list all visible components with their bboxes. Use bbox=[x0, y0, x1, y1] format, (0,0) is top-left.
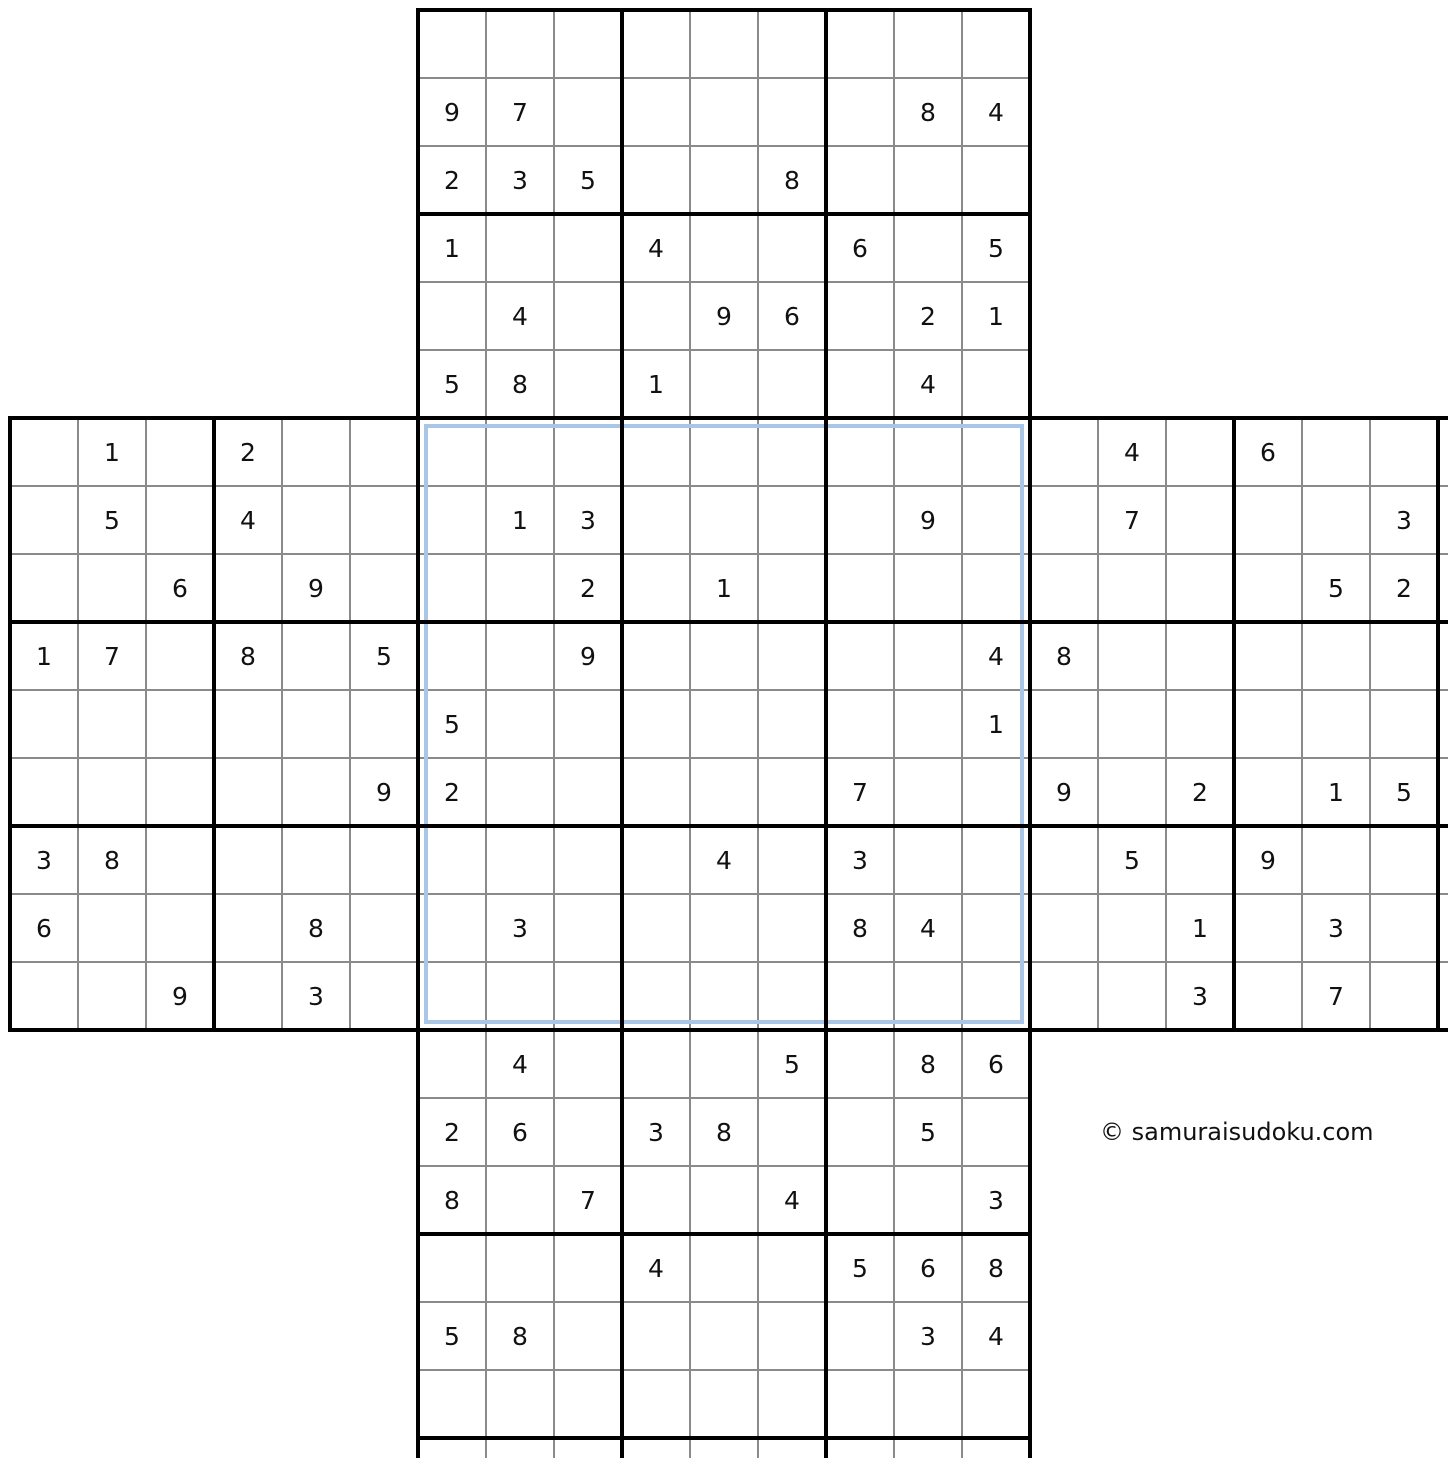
given-digit-cell: 5 bbox=[784, 1049, 800, 1079]
empty-cell[interactable] bbox=[894, 826, 962, 894]
empty-cell[interactable] bbox=[758, 690, 826, 758]
empty-cell[interactable] bbox=[758, 1302, 826, 1370]
empty-cell[interactable] bbox=[826, 78, 894, 146]
empty-cell[interactable] bbox=[622, 826, 690, 894]
empty-cell[interactable] bbox=[486, 962, 554, 1030]
empty-cell[interactable] bbox=[1166, 622, 1234, 690]
given-digit-cell: 8 bbox=[104, 845, 120, 875]
empty-cell[interactable] bbox=[826, 622, 894, 690]
given-digit-cell: 4 bbox=[1124, 437, 1140, 467]
empty-cell[interactable] bbox=[554, 1370, 622, 1438]
given-digit-cell: 3 bbox=[580, 505, 596, 535]
empty-cell[interactable] bbox=[350, 418, 418, 486]
empty-cell[interactable] bbox=[758, 78, 826, 146]
empty-cell[interactable] bbox=[214, 554, 282, 622]
empty-cell[interactable] bbox=[962, 350, 1030, 418]
empty-cell[interactable] bbox=[690, 1166, 758, 1234]
given-digit-cell: 2 bbox=[240, 437, 256, 467]
empty-cell[interactable] bbox=[146, 894, 214, 962]
given-digit-cell: 7 bbox=[512, 97, 528, 127]
given-digit-cell: 8 bbox=[240, 641, 256, 671]
empty-cell[interactable] bbox=[1098, 758, 1166, 826]
given-digit-cell: 7 bbox=[1328, 981, 1344, 1011]
empty-cell[interactable] bbox=[214, 894, 282, 962]
empty-cell[interactable] bbox=[690, 214, 758, 282]
given-digit-cell: 5 bbox=[1396, 777, 1412, 807]
empty-cell[interactable] bbox=[894, 146, 962, 214]
given-digit-cell: 8 bbox=[852, 913, 868, 943]
given-digit-cell: 3 bbox=[308, 981, 324, 1011]
empty-cell[interactable] bbox=[894, 554, 962, 622]
given-digit-cell: 5 bbox=[988, 233, 1004, 263]
empty-cell[interactable] bbox=[418, 10, 486, 78]
empty-cell[interactable] bbox=[350, 894, 418, 962]
empty-cell[interactable] bbox=[758, 826, 826, 894]
given-digit-cell: 9 bbox=[172, 981, 188, 1011]
empty-cell[interactable] bbox=[1166, 554, 1234, 622]
given-digit-cell: 6 bbox=[784, 301, 800, 331]
empty-cell[interactable] bbox=[1302, 486, 1370, 554]
empty-cell[interactable] bbox=[486, 1166, 554, 1234]
empty-cell[interactable] bbox=[486, 1234, 554, 1302]
empty-cell[interactable] bbox=[690, 1302, 758, 1370]
empty-cell[interactable] bbox=[418, 962, 486, 1030]
empty-cell[interactable] bbox=[1234, 758, 1302, 826]
empty-cell[interactable] bbox=[758, 622, 826, 690]
given-digit-cell: 8 bbox=[308, 913, 324, 943]
empty-cell[interactable] bbox=[418, 282, 486, 350]
empty-cell[interactable] bbox=[554, 1030, 622, 1098]
empty-cell[interactable] bbox=[758, 1234, 826, 1302]
given-digit-cell: 7 bbox=[852, 777, 868, 807]
empty-cell[interactable] bbox=[622, 622, 690, 690]
given-digit-cell: 6 bbox=[920, 1253, 936, 1283]
empty-cell[interactable] bbox=[894, 418, 962, 486]
empty-cell[interactable] bbox=[894, 962, 962, 1030]
empty-cell[interactable] bbox=[826, 1302, 894, 1370]
empty-cell[interactable] bbox=[282, 622, 350, 690]
empty-cell[interactable] bbox=[962, 486, 1030, 554]
empty-cell[interactable] bbox=[758, 962, 826, 1030]
empty-cell[interactable] bbox=[826, 1098, 894, 1166]
empty-cell[interactable] bbox=[690, 78, 758, 146]
given-digit-cell: 8 bbox=[716, 1117, 732, 1147]
given-digit-cell: 2 bbox=[444, 777, 460, 807]
empty-cell[interactable] bbox=[78, 690, 146, 758]
empty-cell[interactable] bbox=[690, 10, 758, 78]
empty-cell[interactable] bbox=[622, 758, 690, 826]
given-digit-cell: 4 bbox=[988, 97, 1004, 127]
empty-cell[interactable] bbox=[758, 758, 826, 826]
empty-cell[interactable] bbox=[1098, 894, 1166, 962]
given-digit-cell: 4 bbox=[648, 233, 664, 263]
given-digit-cell: 1 bbox=[988, 301, 1004, 331]
empty-cell[interactable] bbox=[962, 10, 1030, 78]
empty-cell[interactable] bbox=[826, 146, 894, 214]
empty-cell[interactable] bbox=[1030, 690, 1098, 758]
given-digit-cell: 4 bbox=[920, 369, 936, 399]
given-digit-cell: 3 bbox=[512, 913, 528, 943]
empty-cell[interactable] bbox=[418, 486, 486, 554]
empty-cell[interactable] bbox=[214, 690, 282, 758]
empty-cell[interactable] bbox=[622, 282, 690, 350]
empty-cell[interactable] bbox=[486, 690, 554, 758]
empty-cell[interactable] bbox=[690, 486, 758, 554]
empty-cell[interactable] bbox=[622, 894, 690, 962]
empty-cell[interactable] bbox=[1370, 962, 1438, 1030]
empty-cell[interactable] bbox=[1030, 894, 1098, 962]
empty-cell[interactable] bbox=[350, 826, 418, 894]
empty-cell[interactable] bbox=[1302, 418, 1370, 486]
empty-cell[interactable] bbox=[962, 826, 1030, 894]
empty-cell[interactable] bbox=[10, 962, 78, 1030]
empty-cell[interactable] bbox=[622, 962, 690, 1030]
given-digit-cell: 8 bbox=[988, 1253, 1004, 1283]
empty-cell[interactable] bbox=[962, 1098, 1030, 1166]
empty-cell[interactable] bbox=[690, 690, 758, 758]
given-digit-cell: 8 bbox=[444, 1185, 460, 1215]
empty-cell[interactable] bbox=[554, 1098, 622, 1166]
given-digit-cell: 9 bbox=[920, 505, 936, 535]
given-digit-cell: 3 bbox=[1328, 913, 1344, 943]
given-digit-cell: 4 bbox=[240, 505, 256, 535]
empty-cell[interactable] bbox=[758, 486, 826, 554]
given-digit-cell: 3 bbox=[1192, 981, 1208, 1011]
empty-cell[interactable] bbox=[554, 1302, 622, 1370]
empty-cell[interactable] bbox=[962, 1370, 1030, 1438]
empty-cell[interactable] bbox=[894, 10, 962, 78]
empty-cell[interactable] bbox=[758, 10, 826, 78]
empty-cell[interactable] bbox=[282, 486, 350, 554]
empty-cell[interactable] bbox=[622, 1370, 690, 1438]
empty-cell[interactable] bbox=[554, 418, 622, 486]
given-digit-cell: 9 bbox=[1260, 845, 1276, 875]
empty-cell[interactable] bbox=[622, 1030, 690, 1098]
given-digit-cell: 5 bbox=[580, 165, 596, 195]
empty-cell[interactable] bbox=[10, 554, 78, 622]
empty-cell[interactable] bbox=[418, 622, 486, 690]
empty-cell[interactable] bbox=[1234, 690, 1302, 758]
empty-cell[interactable] bbox=[1234, 962, 1302, 1030]
given-digit-cell: 5 bbox=[444, 1321, 460, 1351]
empty-cell[interactable] bbox=[1098, 622, 1166, 690]
empty-cell[interactable] bbox=[894, 214, 962, 282]
empty-cell[interactable] bbox=[622, 418, 690, 486]
empty-cell[interactable] bbox=[690, 962, 758, 1030]
given-digit-cell: 1 bbox=[716, 573, 732, 603]
given-digit-cell: 9 bbox=[716, 301, 732, 331]
empty-cell[interactable] bbox=[962, 554, 1030, 622]
empty-cell[interactable] bbox=[78, 554, 146, 622]
empty-cell[interactable] bbox=[486, 826, 554, 894]
empty-cell[interactable] bbox=[1098, 554, 1166, 622]
empty-cell[interactable] bbox=[826, 690, 894, 758]
empty-cell[interactable] bbox=[214, 962, 282, 1030]
empty-cell[interactable] bbox=[622, 1302, 690, 1370]
given-digit-cell: 3 bbox=[920, 1321, 936, 1351]
empty-cell[interactable] bbox=[1302, 622, 1370, 690]
empty-cell[interactable] bbox=[622, 78, 690, 146]
empty-cell[interactable] bbox=[826, 554, 894, 622]
empty-cell[interactable] bbox=[1370, 418, 1438, 486]
empty-cell[interactable] bbox=[758, 554, 826, 622]
given-digit-cell: 4 bbox=[512, 301, 528, 331]
empty-cell[interactable] bbox=[554, 78, 622, 146]
empty-cell[interactable] bbox=[10, 486, 78, 554]
empty-cell[interactable] bbox=[554, 962, 622, 1030]
empty-cell[interactable] bbox=[1030, 826, 1098, 894]
empty-cell[interactable] bbox=[758, 1098, 826, 1166]
given-digit-cell: 7 bbox=[104, 641, 120, 671]
given-digit-cell: 4 bbox=[512, 1049, 528, 1079]
given-digit-cell: 5 bbox=[920, 1117, 936, 1147]
empty-cell[interactable] bbox=[418, 554, 486, 622]
given-digit-cell: 5 bbox=[444, 709, 460, 739]
empty-cell[interactable] bbox=[418, 1234, 486, 1302]
given-digit-cell: 6 bbox=[988, 1049, 1004, 1079]
given-digit-cell: 1 bbox=[512, 505, 528, 535]
empty-cell[interactable] bbox=[1370, 690, 1438, 758]
empty-cell[interactable] bbox=[758, 214, 826, 282]
given-digit-cell: 6 bbox=[36, 913, 52, 943]
given-digit-cell: 3 bbox=[648, 1117, 664, 1147]
given-digit-cell: 2 bbox=[1396, 573, 1412, 603]
empty-cell[interactable] bbox=[214, 826, 282, 894]
empty-cell[interactable] bbox=[350, 962, 418, 1030]
empty-cell[interactable] bbox=[1234, 622, 1302, 690]
empty-cell[interactable] bbox=[894, 690, 962, 758]
empty-cell[interactable] bbox=[10, 758, 78, 826]
empty-cell[interactable] bbox=[282, 758, 350, 826]
empty-cell[interactable] bbox=[78, 894, 146, 962]
empty-cell[interactable] bbox=[1030, 554, 1098, 622]
given-digit-cell: 4 bbox=[920, 913, 936, 943]
given-digit-cell: 4 bbox=[648, 1253, 664, 1283]
empty-cell[interactable] bbox=[622, 10, 690, 78]
empty-cell[interactable] bbox=[826, 486, 894, 554]
empty-cell[interactable] bbox=[962, 894, 1030, 962]
empty-cell[interactable] bbox=[1234, 554, 1302, 622]
empty-cell[interactable] bbox=[962, 418, 1030, 486]
empty-cell[interactable] bbox=[146, 486, 214, 554]
empty-cell[interactable] bbox=[146, 622, 214, 690]
given-digit-cell: 7 bbox=[580, 1185, 596, 1215]
empty-cell[interactable] bbox=[1166, 418, 1234, 486]
empty-cell[interactable] bbox=[146, 826, 214, 894]
empty-cell[interactable] bbox=[1098, 690, 1166, 758]
given-digit-cell: 2 bbox=[580, 573, 596, 603]
given-digit-cell: 6 bbox=[172, 573, 188, 603]
empty-cell[interactable] bbox=[146, 690, 214, 758]
empty-cell[interactable] bbox=[1234, 894, 1302, 962]
empty-cell[interactable] bbox=[690, 146, 758, 214]
empty-cell[interactable] bbox=[554, 894, 622, 962]
empty-cell[interactable] bbox=[962, 758, 1030, 826]
given-digit-cell: 8 bbox=[512, 369, 528, 399]
given-digit-cell: 5 bbox=[104, 505, 120, 535]
empty-cell[interactable] bbox=[894, 622, 962, 690]
empty-cell[interactable] bbox=[1234, 486, 1302, 554]
empty-cell[interactable] bbox=[690, 350, 758, 418]
empty-cell[interactable] bbox=[622, 146, 690, 214]
empty-cell[interactable] bbox=[78, 962, 146, 1030]
empty-cell[interactable] bbox=[1098, 962, 1166, 1030]
empty-cell[interactable] bbox=[1302, 690, 1370, 758]
empty-cell[interactable] bbox=[758, 418, 826, 486]
empty-cell[interactable] bbox=[486, 1370, 554, 1438]
empty-cell[interactable] bbox=[1370, 894, 1438, 962]
empty-cell[interactable] bbox=[418, 826, 486, 894]
empty-cell[interactable] bbox=[554, 350, 622, 418]
empty-cell[interactable] bbox=[486, 554, 554, 622]
given-digit-cell: 2 bbox=[444, 165, 460, 195]
empty-cell[interactable] bbox=[622, 690, 690, 758]
empty-cell[interactable] bbox=[1030, 486, 1098, 554]
given-digit-cell: 4 bbox=[988, 641, 1004, 671]
given-digit-cell: 8 bbox=[784, 165, 800, 195]
copyright-notice: © samuraisudoku.com bbox=[1100, 1118, 1374, 1146]
empty-cell[interactable] bbox=[690, 622, 758, 690]
empty-cell[interactable] bbox=[1166, 826, 1234, 894]
given-digit-cell: 5 bbox=[852, 1253, 868, 1283]
given-digit-cell: 3 bbox=[36, 845, 52, 875]
given-digit-cell: 2 bbox=[1192, 777, 1208, 807]
empty-cell[interactable] bbox=[554, 214, 622, 282]
given-digit-cell: 3 bbox=[852, 845, 868, 875]
given-digit-cell: 1 bbox=[104, 437, 120, 467]
empty-cell[interactable] bbox=[554, 758, 622, 826]
given-digit-cell: 4 bbox=[716, 845, 732, 875]
empty-cell[interactable] bbox=[282, 690, 350, 758]
empty-cell[interactable] bbox=[894, 758, 962, 826]
given-digit-cell: 3 bbox=[512, 165, 528, 195]
empty-cell[interactable] bbox=[418, 894, 486, 962]
empty-cell[interactable] bbox=[214, 758, 282, 826]
empty-cell[interactable] bbox=[690, 418, 758, 486]
empty-cell[interactable] bbox=[78, 758, 146, 826]
empty-cell[interactable] bbox=[486, 758, 554, 826]
empty-cell[interactable] bbox=[350, 486, 418, 554]
empty-cell[interactable] bbox=[1370, 826, 1438, 894]
empty-cell[interactable] bbox=[554, 690, 622, 758]
empty-cell[interactable] bbox=[826, 1030, 894, 1098]
empty-cell[interactable] bbox=[826, 350, 894, 418]
empty-cell[interactable] bbox=[418, 1370, 486, 1438]
empty-cell[interactable] bbox=[554, 282, 622, 350]
empty-cell[interactable] bbox=[1030, 418, 1098, 486]
given-digit-cell: 6 bbox=[512, 1117, 528, 1147]
empty-cell[interactable] bbox=[894, 1370, 962, 1438]
empty-cell[interactable] bbox=[690, 894, 758, 962]
given-digit-cell: 6 bbox=[1260, 437, 1276, 467]
given-digit-cell: 1 bbox=[444, 233, 460, 263]
given-digit-cell: 1 bbox=[1192, 913, 1208, 943]
given-digit-cell: 9 bbox=[308, 573, 324, 603]
empty-cell[interactable] bbox=[1030, 962, 1098, 1030]
given-digit-cell: 1 bbox=[1328, 777, 1344, 807]
empty-cell[interactable] bbox=[826, 962, 894, 1030]
given-digit-cell: 5 bbox=[1328, 573, 1344, 603]
empty-cell[interactable] bbox=[418, 418, 486, 486]
given-digit-cell: 4 bbox=[784, 1185, 800, 1215]
empty-cell[interactable] bbox=[1370, 622, 1438, 690]
empty-cell[interactable] bbox=[622, 486, 690, 554]
empty-cell[interactable] bbox=[146, 418, 214, 486]
given-digit-cell: 3 bbox=[988, 1185, 1004, 1215]
empty-cell[interactable] bbox=[758, 350, 826, 418]
empty-cell[interactable] bbox=[282, 826, 350, 894]
given-digit-cell: 9 bbox=[444, 97, 460, 127]
empty-cell[interactable] bbox=[486, 418, 554, 486]
empty-cell[interactable] bbox=[350, 690, 418, 758]
empty-cell[interactable] bbox=[894, 1166, 962, 1234]
empty-cell[interactable] bbox=[10, 690, 78, 758]
given-digit-cell: 8 bbox=[920, 97, 936, 127]
empty-cell[interactable] bbox=[690, 1030, 758, 1098]
empty-cell[interactable] bbox=[418, 1030, 486, 1098]
given-digit-cell: 5 bbox=[376, 641, 392, 671]
empty-cell[interactable] bbox=[350, 554, 418, 622]
empty-cell[interactable] bbox=[962, 146, 1030, 214]
given-digit-cell: 4 bbox=[988, 1321, 1004, 1351]
given-digit-cell: 8 bbox=[512, 1321, 528, 1351]
empty-cell[interactable] bbox=[146, 758, 214, 826]
empty-cell[interactable] bbox=[1166, 486, 1234, 554]
empty-cell[interactable] bbox=[554, 1234, 622, 1302]
empty-cell[interactable] bbox=[554, 10, 622, 78]
empty-cell[interactable] bbox=[690, 1234, 758, 1302]
given-digit-cell: 9 bbox=[1056, 777, 1072, 807]
empty-cell[interactable] bbox=[10, 418, 78, 486]
empty-cell[interactable] bbox=[622, 554, 690, 622]
empty-cell[interactable] bbox=[826, 1166, 894, 1234]
empty-cell[interactable] bbox=[486, 10, 554, 78]
given-digit-cell: 2 bbox=[920, 301, 936, 331]
empty-cell[interactable] bbox=[486, 622, 554, 690]
given-digit-cell: 1 bbox=[36, 641, 52, 671]
given-digit-cell: 5 bbox=[444, 369, 460, 399]
given-digit-cell: 7 bbox=[1124, 505, 1140, 535]
given-digit-cell: 2 bbox=[444, 1117, 460, 1147]
empty-cell[interactable] bbox=[1166, 690, 1234, 758]
empty-cell[interactable] bbox=[758, 1370, 826, 1438]
given-digit-cell: 9 bbox=[580, 641, 596, 671]
empty-cell[interactable] bbox=[282, 418, 350, 486]
empty-cell[interactable] bbox=[690, 758, 758, 826]
given-digit-cell: 8 bbox=[920, 1049, 936, 1079]
given-digit-cell: 1 bbox=[988, 709, 1004, 739]
empty-cell[interactable] bbox=[962, 962, 1030, 1030]
empty-cell[interactable] bbox=[554, 826, 622, 894]
empty-cell[interactable] bbox=[622, 1166, 690, 1234]
empty-cell[interactable] bbox=[826, 418, 894, 486]
given-digit-cell: 5 bbox=[1124, 845, 1140, 875]
given-digit-cell: 9 bbox=[376, 777, 392, 807]
empty-cell[interactable] bbox=[690, 1370, 758, 1438]
empty-cell[interactable] bbox=[486, 214, 554, 282]
empty-cell[interactable] bbox=[826, 1370, 894, 1438]
given-digit-cell: 3 bbox=[1396, 505, 1412, 535]
empty-cell[interactable] bbox=[826, 10, 894, 78]
empty-cell[interactable] bbox=[758, 894, 826, 962]
empty-cell[interactable] bbox=[826, 282, 894, 350]
given-digit-cell: 1 bbox=[648, 369, 664, 399]
empty-cell[interactable] bbox=[1302, 826, 1370, 894]
given-digit-cell: 8 bbox=[1056, 641, 1072, 671]
given-digit-cell: 6 bbox=[852, 233, 868, 263]
